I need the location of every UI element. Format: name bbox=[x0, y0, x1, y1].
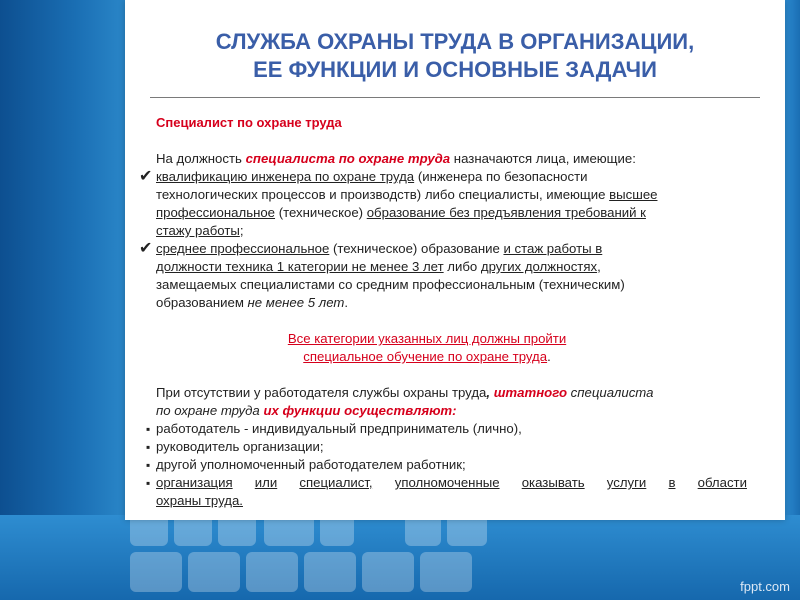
decorative-tile bbox=[420, 552, 472, 592]
list-item: ✔ среднее профессиональное (техническое) образование и стаж работы в bbox=[139, 240, 603, 257]
decorative-tile bbox=[130, 552, 182, 592]
notice-text: Все категории указанных лиц должны пройти bbox=[287, 331, 567, 346]
bullet-item: ▪ другой уполномоченный работодателем работник; bbox=[146, 457, 466, 472]
bullet-item: ▪ работодатель - индивидуальный предприниматель (лично), bbox=[146, 421, 522, 436]
slide-title: СЛУЖБА ОХРАНЫ ТРУДА В ОРГАНИЗАЦИИ, ЕЕ ФУНКЦИИ И ОСНОВНЫЕ ЗАДАЧИ bbox=[215, 29, 695, 82]
bullet-icon: ▪ bbox=[146, 440, 151, 454]
bullet-icon: ▪ bbox=[146, 422, 151, 436]
bullet-item: ▪ организация или специалист, уполномоченные оказывать услуги в области bbox=[146, 475, 747, 490]
decorative-tile bbox=[246, 552, 298, 592]
bullet-icon: ▪ bbox=[146, 458, 151, 472]
slide-content bbox=[125, 0, 785, 520]
checkmark-icon: ✔ bbox=[139, 240, 153, 257]
decorative-tile bbox=[362, 552, 414, 592]
slide-body: На должность специалиста по охране труда назначаются лица, имеющие: ✔ квалификацию инженера по охране труда (инженера по безопасности технологических процессов и производств) либо специалисты, имеющие высшее профессиональное (техническое) образование без предъявления требований к стажу работы; ✔ среднее профессиональное (техническое) образование и стаж работы в должности техника 1 категории не менее 3 лет либо других должностях, замещаемых специалистами со средним профессиональным (техническим) образованием не менее 5 лет. Все категории указанных лиц должны пройти специальное обучение по охране труда. При отсутствии у работодателя службы охраны труда, штатного специалиста по охране труда их функции осуществляют: ▪ работодатель - индивидуальный предприниматель (лично), ▪ руководитель организации; ▪ другой уполномоченный работодателем работник; ▪ организация или специалист, уполномоченные оказывать услуги в области охраны труда. bbox=[156, 150, 756, 510]
absence-text: При отсутствии у работодателя службы охраны труда, штатного специалиста bbox=[156, 385, 654, 400]
section-subtitle: Специалист по охране труда bbox=[156, 115, 342, 130]
decorative-tile bbox=[188, 552, 240, 592]
background-left-panel bbox=[0, 0, 125, 600]
decorative-tile bbox=[304, 552, 356, 592]
title-divider bbox=[150, 97, 760, 98]
background-right-strip bbox=[785, 0, 800, 600]
footer-watermark: fppt.com bbox=[740, 579, 790, 594]
list-item: ✔ квалификацию инженера по охране труда (инженера по безопасности bbox=[139, 168, 588, 185]
bullet-item: ▪ руководитель организации; bbox=[146, 439, 324, 454]
checkmark-icon: ✔ bbox=[139, 168, 153, 185]
bullet-icon: ▪ bbox=[146, 476, 151, 490]
intro-line: На должность специалиста по охране труда назначаются лица, имеющие: bbox=[156, 151, 636, 166]
